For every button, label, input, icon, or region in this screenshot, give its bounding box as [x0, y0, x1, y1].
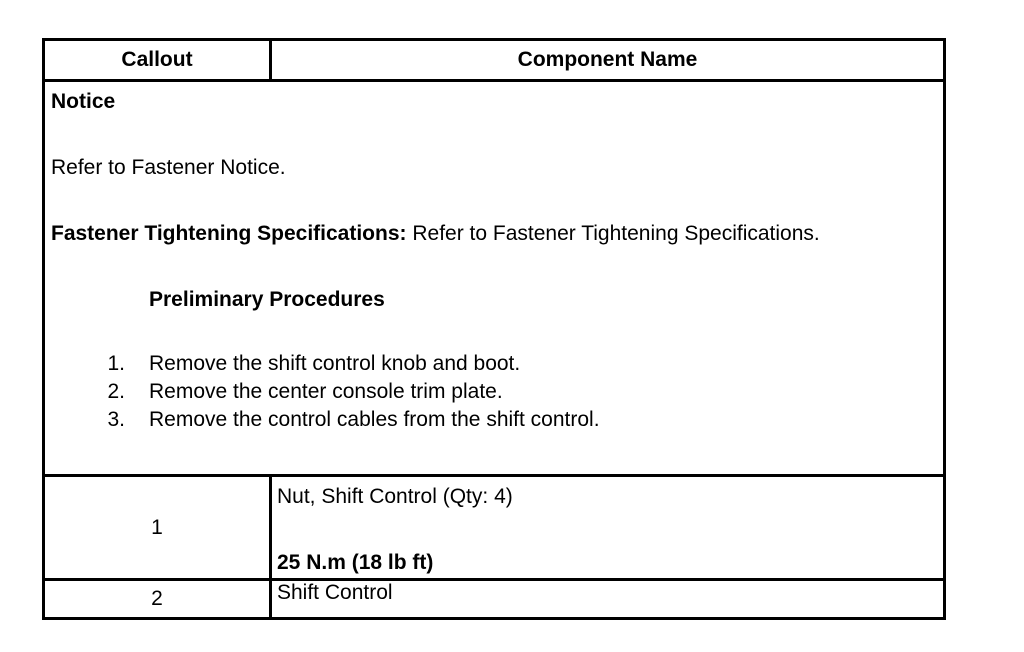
preliminary-heading: Preliminary Procedures [149, 288, 385, 311]
component-cell [271, 476, 945, 580]
step-number: 1. [107, 352, 125, 375]
table-row [44, 580, 945, 619]
notice-text: Refer to Fastener Notice. [51, 156, 286, 179]
component-name: Shift Control [271, 580, 945, 619]
spec-line [51, 222, 820, 246]
step-number: 3. [107, 408, 125, 431]
component-table [42, 38, 946, 620]
torque-spec: 25 N.m (18 lb ft) [277, 551, 434, 574]
spec-label: Fastener Tightening Specifications: [51, 222, 407, 245]
step-text: Remove the center console trim plate. [149, 380, 503, 403]
step-text: Remove the control cables from the shift control. [149, 408, 600, 431]
header-component-name: Component Name [271, 40, 945, 81]
header-row [44, 40, 945, 81]
table-row [44, 476, 945, 580]
component-table-container [42, 38, 946, 622]
component-name: Nut, Shift Control (Qty: 4) [277, 485, 513, 508]
callout-cell: 2 [44, 580, 271, 619]
callout-cell: 1 [44, 476, 271, 580]
notice-heading: Notice [51, 90, 116, 113]
notice-cell [44, 81, 945, 476]
step-number: 2. [107, 380, 125, 403]
notice-row [44, 81, 945, 476]
spec-text: Refer to Fastener Tightening Specifications. [406, 222, 820, 245]
header-callout: Callout [44, 40, 271, 81]
step-text: Remove the shift control knob and boot. [149, 352, 521, 375]
